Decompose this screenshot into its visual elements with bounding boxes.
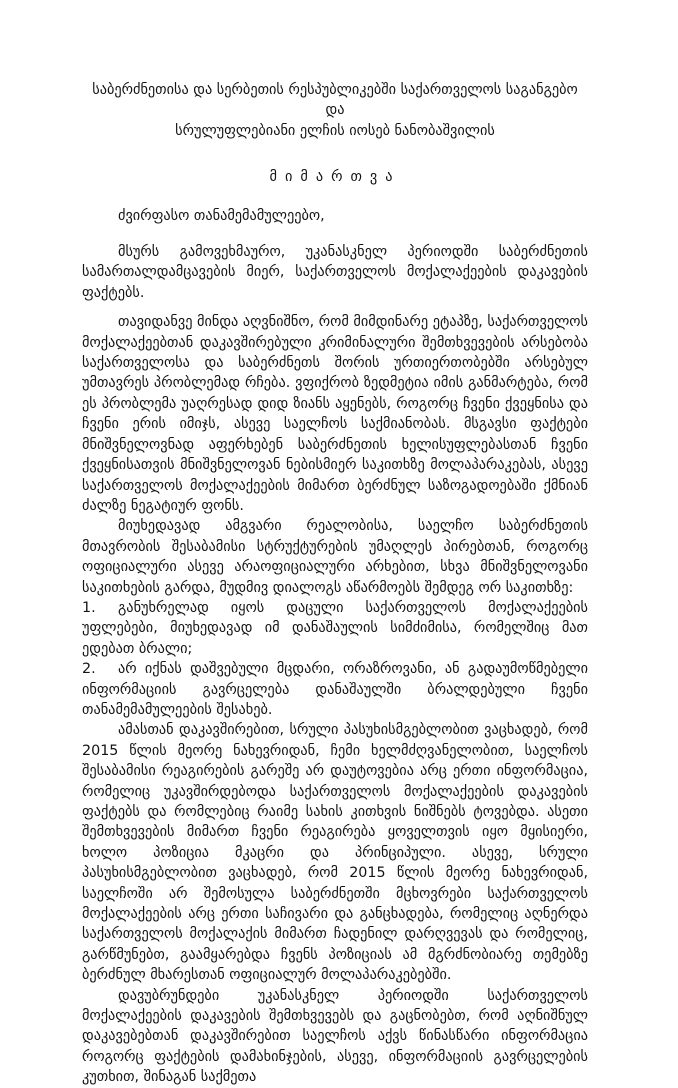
body-paragraph-4: ამასთან დაკავშირებით, სრული პასუხისმგებლობით ვაცხადებ, რომ 2015 წლის მეორე ნახევრიდან, ჩემი ხელმძღვანელობით, საელჩოს შესაბამისი რეაგირების გარეშე არ დაუტოვებია არც ერთი ინფორმაცია, რომელიც უკავშირდებოდა საქართველოს მოქალაქეების დაკავების ფაქტებს და რომლებიც რაიმე სახის კითხვის ნიშნებს ტოვებდა. ასეთი შემთხვევების მიმართ ჩვენი რეაგირება ყოველთვის იყო მყისიერი, ხოლო პოზიცია მკაცრი და პრინციპული. ასევე, სრული პასუხისმგებლობით ვაცხადებ, რომ 2015 წლის მეორე ნახევრიდან, საელჩოში არ შემოსულა საბერძნეთში მცხოვრები საქართველოს მოქალაქეების არც ერთი საჩივარი და განცხადება, რომელიც აღნერდა საქართველოს მოქალაქის მიმართ ჩადენილ დარღვევას და რომელიც, გარწმუნებთ, გაამყარებდა ჩვენს პოზიციას ამ მგრძნობიარე თემებზე ბერძნულ მხარესთან ოფიციალურ მოლაპარაკებებში. xyxy=(82,722,588,984)
body-paragraph-2: თავიდანვე მინდა აღვნიშნო, რომ მიმდინარე ეტაპზე, საქართველოს მოქალაქეებთან დაკავშირებული კრიმინალური შემთხვევების არსებობა საქართველოსა და საბერძნეთს შორის ურთიერთობებში არსებულ უმთავრეს პრობლემად რჩება. ვფიქრობ ზედმეტია იმის განმარტება, რომ ეს პრობლემა უაღრესად დიდ ზიანს აყენებს, როგორც ჩვენი ქვეყნისა და ჩვენი ერის იმიჯს, ასევე საელჩოს საქმიანობას. მსგავსი ფაქტები მნიშვნელოვნად აფერხებენ საბერძნეთის ხელისუფლებასთან ჩვენი ქვეყნისათვის მნიშვნელოვან ნებისმიერ საკითხზე მოლაპარაკებას, ასევე საქართველოს მოქალაქეების მიმართ ბერძნულ საზოგადოებაში ქმნიან ძალზე ნეგატიურ ფონს. xyxy=(82,314,589,514)
letter-title-line-1: საბერძნეთისა და სერბეთის რესპუბლიკებში საქართველოს საგანგებო და xyxy=(92,82,578,119)
letter-heading: მიმართვა xyxy=(269,169,401,186)
list-item-1 xyxy=(82,598,588,659)
letter-greeting: ძვირფასო თანამემამულეებო, xyxy=(118,207,325,224)
list-item-text: არ იქნას დაშვებული მცდარი, ორაზროვანი, ან გადაუმოწმებელი ინფორმაციის გავრცელება დანაშაულში ბრალდებული ჩვენი თანამემამულეების შესახებ. xyxy=(82,661,588,718)
letter-title xyxy=(82,80,588,141)
list-item-number: 1. xyxy=(82,599,96,616)
letter-title-line-2: სრულუფლებიანი ელჩის იოსებ ნანობაშვილის xyxy=(175,122,495,139)
list-item-2 xyxy=(82,659,588,720)
list-item-number: 2. xyxy=(82,661,96,678)
body-paragraph-1: მსურს გამოვეხმაურო, უკანასკნელ პერიოდში საბერძნეთის სამართალდამცავების მიერ, საქართველოს მოქალაქეების დაკავების ფაქტებს. xyxy=(82,244,588,301)
body-paragraph-3: მიუხედავად ამგვარი რეალობისა, საელჩო საბერძნეთის მთავრობის შესაბამისი სტრუქტურების უმაღლეს პირებთან, როგორც ოფიციალური ასევე არაოფიციალური არხებით, სხვა მნიშვნელოვანი საკითხების გარდა, მუდმივ დიალოგს აწარმოებს შემდეგ ორ საკითხზე: xyxy=(82,518,588,596)
list-item-text: განუხრელად იყოს დაცული საქართველოს მოქალაქეების უფლებები, მიუხედავად იმ დანაშაულის სიმძიმისა, რომელშიც მათ ედებათ ბრალი; xyxy=(82,599,588,657)
body-paragraph-5: დავუბრუნდები უკანასკნელ პერიოდში საქართველოს მოქალაქეების დაკავების შემთხვევებს და გაცნობებთ, რომ აღნიშნულ დაკავებებთან დაკავშირებით საელჩოს აქვს წინასწარი ინფორმაცია როგორც ფაქტების დამახინჯების, ასევე, ინფორმაციის გავრცელების კუთხით, შინაგან საქმეთა xyxy=(82,987,588,1086)
